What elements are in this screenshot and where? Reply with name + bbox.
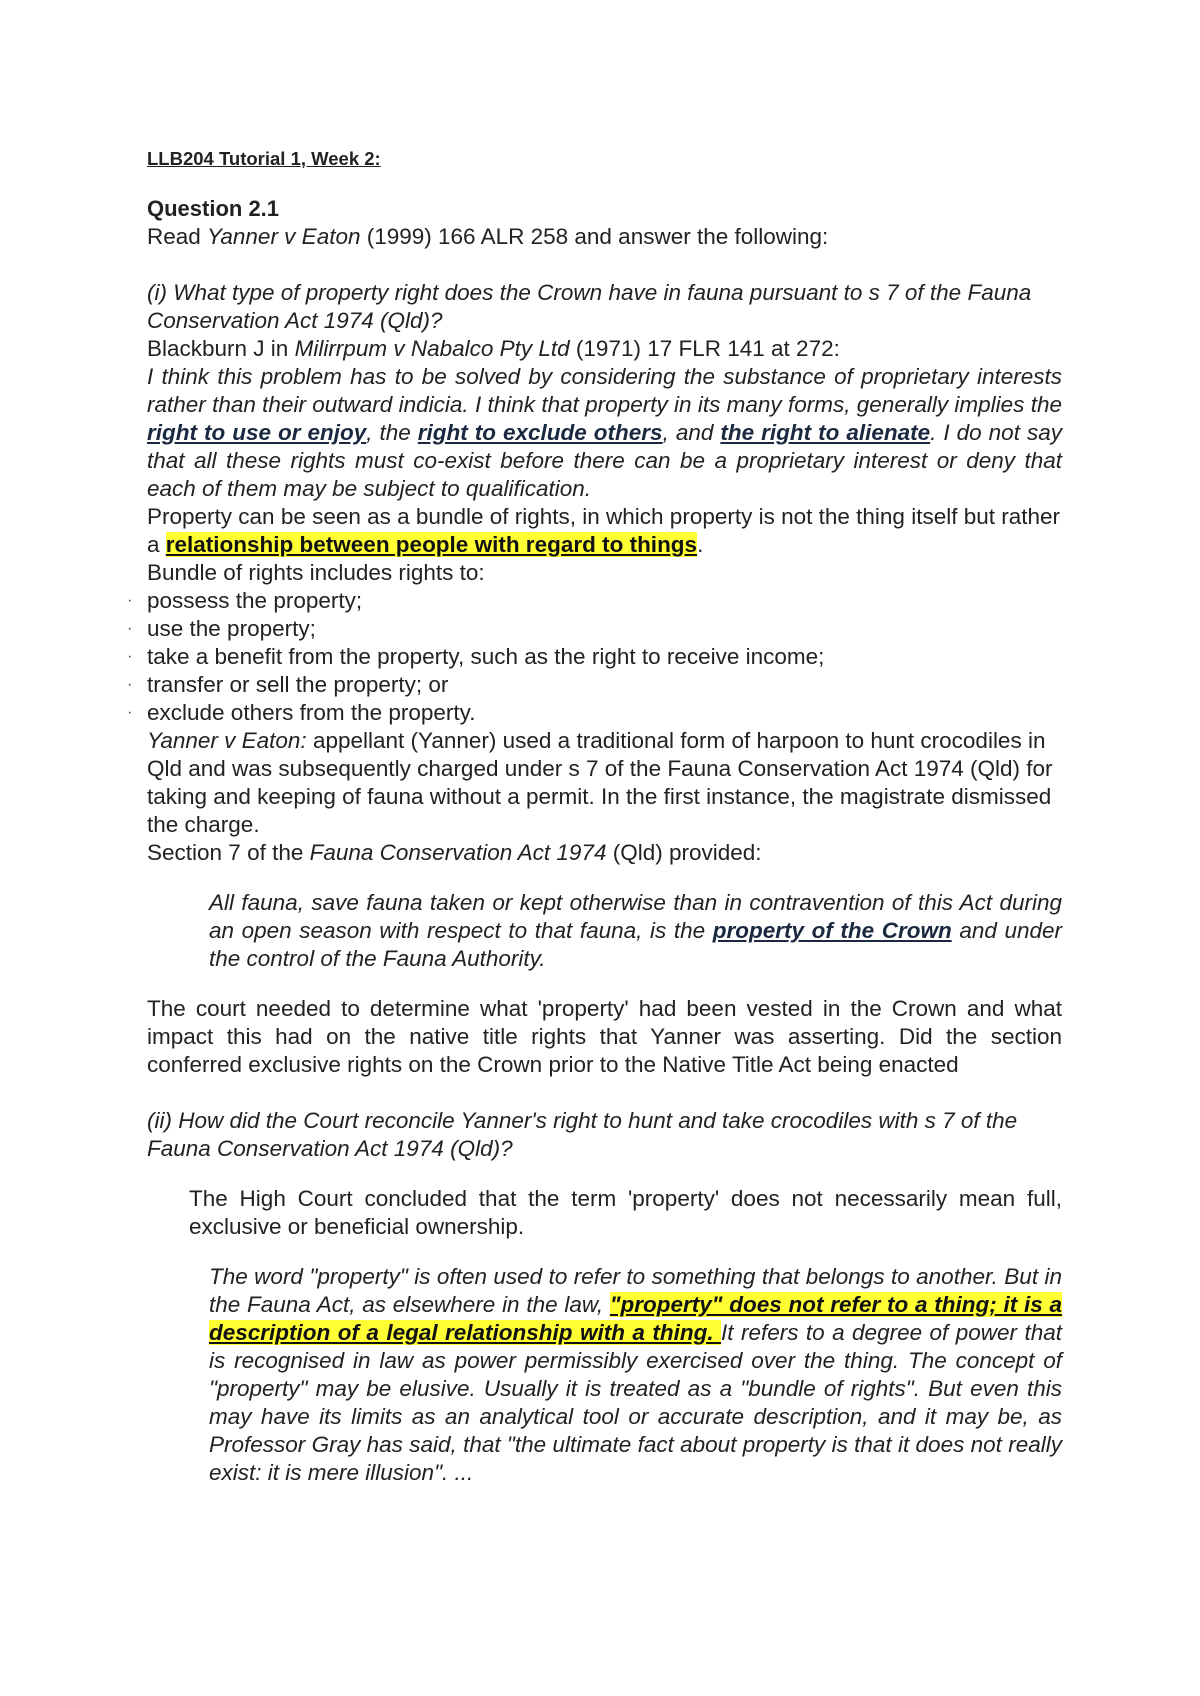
bullet: · — [127, 592, 133, 609]
bullet: · — [127, 704, 133, 721]
bullet: · — [127, 648, 133, 665]
list-item: · use the property; — [127, 616, 316, 641]
yanner-facts: Yanner v Eaton: appellant (Yanner) used a traditional form of harpoon to hunt crocodiles in Qld and was subsequently charged under s 7 of the Fauna Conservation Act 1974 (Qld) for taking and keeping of fauna without a permit. In the first instance, the magistrate dismissed the charge. — [147, 728, 1053, 837]
list-item: · exclude others from the property. — [127, 700, 476, 725]
highlighted-text: relationship between people with regard to things — [165, 532, 698, 557]
emphasis: the right to alienate — [720, 420, 931, 445]
intro-line: Read Yanner v Eaton (1999) 166 ALR 258 and answer the following: — [147, 224, 829, 249]
case-name: Milirrpum v Nabalco Pty Ltd — [294, 336, 570, 361]
act-name: Fauna Conservation Act 1974 — [309, 840, 607, 865]
case-name: Yanner v Eaton: — [147, 728, 307, 753]
rights-list — [127, 587, 1062, 727]
high-court-paragraph: The High Court concluded that the term 'property' does not necessarily mean full, exclusive or beneficial ownership. — [189, 1186, 1062, 1239]
emphasis: right to exclude others — [417, 420, 663, 445]
question-ii: (ii) How did the Court reconcile Yanner's right to hunt and take crocodiles with s 7 of the Fauna Conservation Act 1974 (Qld)? — [147, 1108, 1018, 1161]
final-quote: The word "property" is often used to refer to something that belongs to another. But in the Fauna Act, as elsewhere in the law, "property" does not refer to a thing; it is a description of a legal relationship with a thing. It refers to a degree of power that is recognised in law as power permissibly exercised over the thing. The concept of "property" may be elusive. Usually it is treated as a "bundle of rights". But even this may have its limits as an analytical tool or accurate description, and it may be, as Professor Gray has said, that "the ultimate fact about property is that it does not really exist: it is mere illusion". ... — [209, 1264, 1062, 1485]
list-item: · possess the property; — [127, 588, 363, 613]
section7-quote: All fauna, save fauna taken or kept otherwise than in contravention of this Act during an open season with respect to that fauna, is the property of the Crown and under the control of the Fauna Authority. — [209, 890, 1063, 971]
document-title: LLB204 Tutorial 1, Week 2: — [147, 148, 381, 169]
bundle-intro: Bundle of rights includes rights to: — [147, 560, 485, 585]
list-item: · take a benefit from the property, such as the right to receive income; — [127, 644, 825, 669]
section7-intro: Section 7 of the Fauna Conservation Act 1974 (Qld) provided: — [147, 840, 762, 865]
emphasis: right to use or enjoy — [147, 420, 367, 445]
list-item: · transfer or sell the property; or — [127, 672, 449, 697]
blackburn-citation: Blackburn J in Milirrpum v Nabalco Pty Ltd (1971) 17 FLR 141 at 272: — [147, 336, 840, 361]
case-name: Yanner v Eaton — [207, 224, 361, 249]
document-page — [127, 145, 1063, 1487]
question-i: (i) What type of property right does the Crown have in fauna pursuant to s 7 of the Fauna Conservation Act 1974 (Qld)? — [147, 280, 1032, 333]
bullet: · — [127, 620, 133, 637]
bullet: · — [127, 676, 133, 693]
question-heading: Question 2.1 — [147, 196, 280, 221]
blackburn-quote: I think this problem has to be solved by considering the substance of proprietary interests rather than their outward indicia. I think that property in its many forms, generally implies the right to use or enjoy, the right to exclude others, and the right to alienate. I do not say that all these rights must co-exist before there can be a proprietary interest or deny that each of them may be subject to qualification. — [147, 364, 1062, 501]
bundle-paragraph: Property can be seen as a bundle of rights, in which property is not the thing itself but rather a relationship between people with regard to things. — [147, 504, 1061, 557]
emphasis: property of the Crown — [712, 918, 952, 943]
highlighted-text: "property" does not refer to a thing; it is a description of a legal relationship with a thing. — [209, 1292, 1062, 1345]
court-paragraph: The court needed to determine what 'property' had been vested in the Crown and what impact this had on the native title rights that Yanner was asserting. Did the section conferred exclusive rights on the Crown prior to the Native Title Act being enacted — [147, 996, 1062, 1077]
